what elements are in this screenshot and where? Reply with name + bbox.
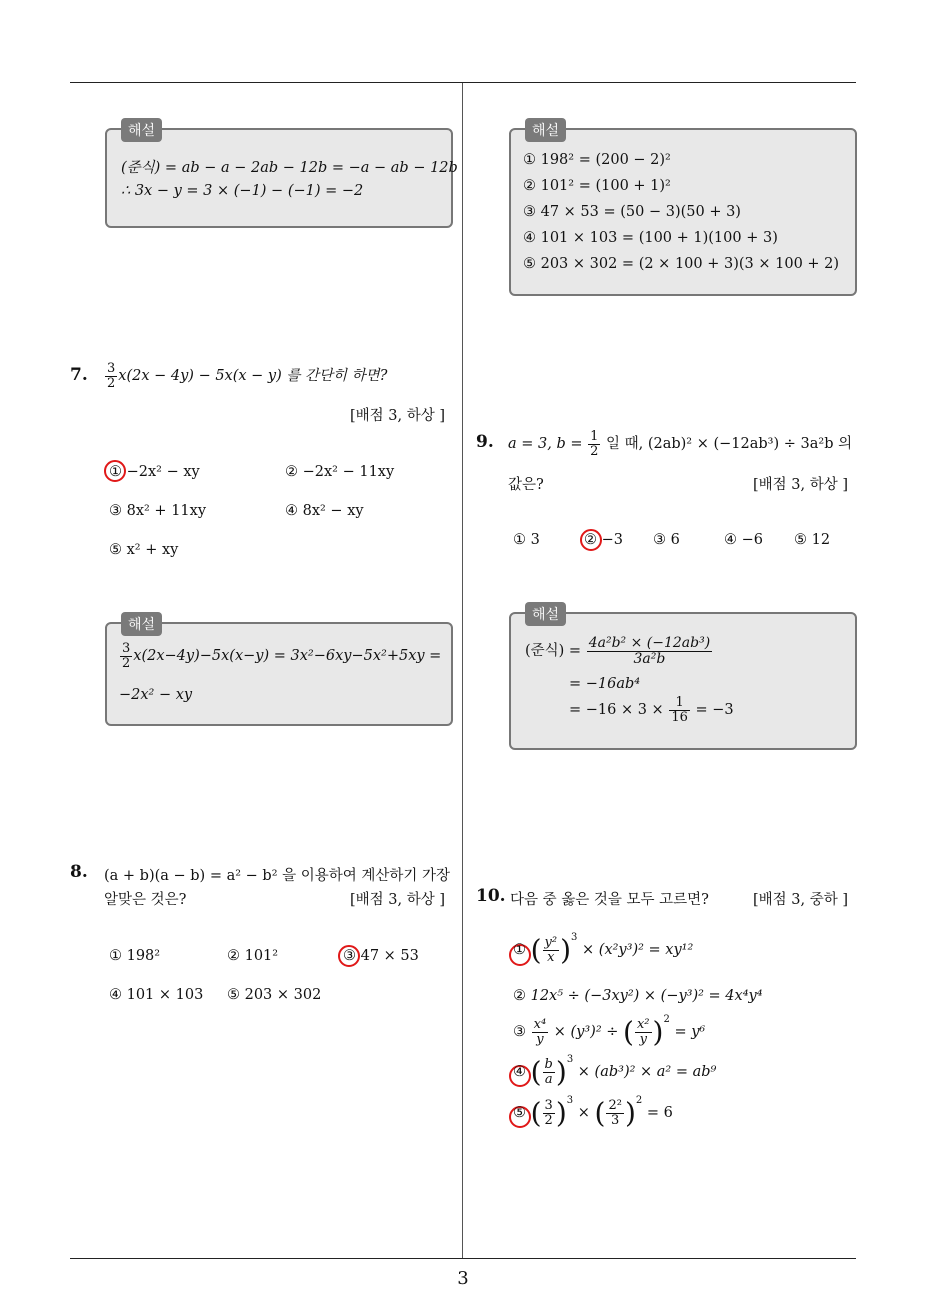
fraction: $\frac{\text{4a²b² × (−12ab³)}}{\text{3a²b}}$ [588, 635, 711, 667]
question-text: 값은? [508, 477, 544, 493]
question-number: 9. [476, 432, 494, 452]
solution-box-q9 [509, 607, 857, 750]
solution-line: −2x² − xy [119, 687, 193, 703]
question-text: a = 3, b = $\frac{1}{2}$ 일 때, (2ab)² × (−12ab³) ÷ 3a²b 의 [508, 429, 853, 459]
question-text: 알맞은 것은? [104, 892, 187, 908]
solution-line: ④ 101 × 103 = (100 + 1)(100 + 3) [523, 230, 778, 246]
choice-3[interactable]: ③ 8x² + 11xy [109, 503, 207, 519]
solution-tag: 해설 [525, 602, 566, 626]
solution-line: ① 198² = (200 − 2)² [523, 152, 671, 168]
choice-4[interactable]: ④ 8x² − xy [285, 503, 364, 519]
points-label: [배점 3, 중하 ] [753, 892, 849, 908]
solution-line: = −16 × 3 × $\frac{1}{16}$ = −3 [569, 695, 734, 725]
choice-3[interactable]: ③ $\frac{\text{x⁴}}{y}$ × (y³)² ÷ ( $\frac{\text{x²}}{y}$ )$^2$ = y⁶ [513, 1014, 706, 1049]
choice-3[interactable]: ③ 47 × 53 [343, 948, 419, 964]
solution-line: ③ 47 × 53 = (50 − 3)(50 + 3) [523, 204, 741, 220]
solution-line: $\frac{3}{2}$ x(2x−4y)−5x(x−y) = 3x²−6xy−5x²+5xy = [122, 641, 442, 671]
question-number: 8. [70, 862, 88, 882]
bottom-rule [70, 1258, 856, 1259]
question-text: (a + b)(a − b) = a² − b² 을 이용하여 계산하기 가장 [104, 868, 451, 884]
solution-box-q8 [509, 123, 857, 296]
solution-line: ⑤ 203 × 302 = (2 × 100 + 3)(3 × 100 + 2) [523, 256, 840, 272]
solution-tag: 해설 [121, 118, 162, 142]
question-text: 다음 중 옳은 것을 모두 고르면? [510, 892, 709, 908]
choice-1[interactable]: ① −2x² − xy [109, 464, 200, 480]
choice-5[interactable]: ⑤ 12 [794, 532, 831, 548]
points-label: [배점 3, 하상 ] [350, 408, 446, 424]
solution-box-q7 [105, 617, 453, 726]
solution-tag: 해설 [525, 118, 566, 142]
fraction: $\frac{1}{16}$ [671, 695, 688, 725]
solution-line: (준식) = $\frac{\text{4a²b² × (−12ab³)}}{\text{3a²b}}$ [525, 635, 711, 667]
choice-1[interactable]: ① 198² [109, 948, 161, 964]
choice-2[interactable]: ② −2x² − 11xy [285, 464, 395, 480]
solution-line: ② 101² = (100 + 1)² [523, 178, 671, 194]
question-number: 7. [70, 365, 88, 385]
solution-line: (준식) = ab − a − 2ab − 12b = −a − ab − 12b [121, 160, 458, 176]
choice-5[interactable]: ⑤ x² + xy [109, 542, 179, 558]
points-label: [배점 3, 하상 ] [350, 892, 446, 908]
choice-1[interactable]: ① 3 [513, 532, 540, 548]
choice-1[interactable]: ① ( $\frac{\text{y²}}{x}$ )$^3$ × (x²y³)² = xy¹² [513, 932, 694, 967]
choice-5[interactable]: ⑤ ( $\frac{3}{2}$ )$^3$ × ( $\frac{\text{2²}}{3}$ )$^2$ = 6 [513, 1095, 673, 1130]
choice-4[interactable]: ④ −6 [724, 532, 763, 548]
solution-tag: 해설 [121, 612, 162, 636]
column-divider [462, 83, 463, 1258]
choice-2[interactable]: ② 12x⁵ ÷ (−3xy²) × (−y³)² = 4x⁴y⁴ [513, 988, 763, 1004]
choice-3[interactable]: ③ 6 [653, 532, 680, 548]
choice-5[interactable]: ⑤ 203 × 302 [227, 987, 322, 1003]
question-text: $\frac{3}{2}$ x(2x − 4y) − 5x(x − y) 를 간단히 하면? [107, 361, 388, 391]
choice-4[interactable]: ④ 101 × 103 [109, 987, 204, 1003]
solution-line: ∴ 3x − y = 3 × (−1) − (−1) = −2 [121, 183, 364, 199]
fraction: $\frac{3}{2}$ [122, 641, 131, 671]
fraction: $\frac{3}{2}$ [107, 361, 116, 391]
points-label: [배점 3, 하상 ] [753, 477, 849, 493]
choice-4[interactable]: ④ ( $\frac{b}{a}$ )$^3$ × (ab³)² × a² = ab⁹ [513, 1054, 717, 1089]
solution-box-q6 [105, 123, 458, 228]
page-number: 3 [457, 1268, 469, 1289]
fraction: $\frac{1}{2}$ [590, 429, 599, 459]
top-rule [70, 82, 856, 83]
solution-line: = −16ab⁴ [569, 676, 641, 692]
choice-2[interactable]: ② −3 [584, 532, 623, 548]
question-number: 10. [476, 886, 506, 906]
choice-2[interactable]: ② 101² [227, 948, 279, 964]
